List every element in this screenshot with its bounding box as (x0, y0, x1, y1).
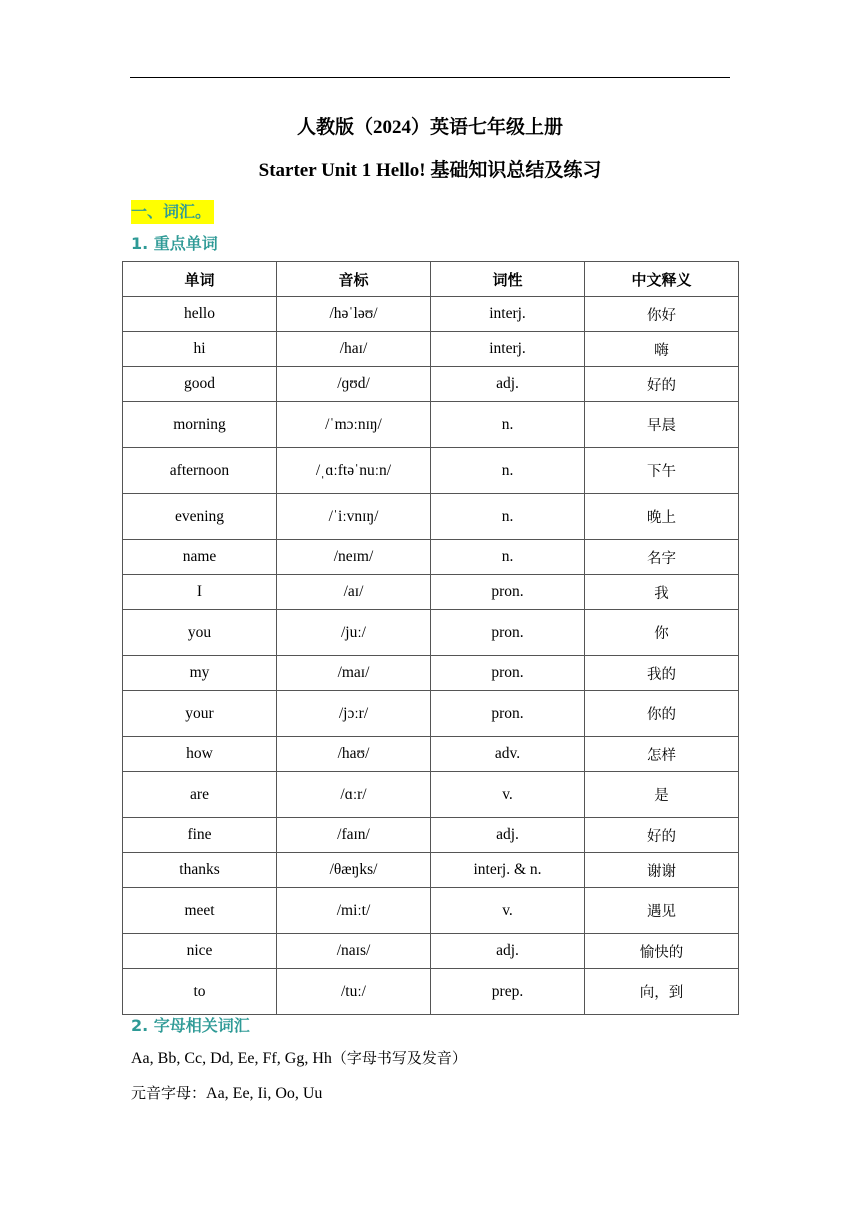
phonetic-cell: /naɪs/ (277, 934, 431, 969)
subheading-key-words: 1. 重点单词 (131, 234, 218, 253)
word-cell: to (123, 969, 277, 1015)
word-cell: nice (123, 934, 277, 969)
table-row (123, 332, 739, 367)
phonetic-cell: /θæŋks/ (277, 853, 431, 888)
meaning-cell: 你的 (585, 691, 739, 737)
pos-cell: v. (431, 772, 585, 818)
phonetic-cell: /ˌɑːftəˈnuːn/ (277, 448, 431, 494)
word-cell: fine (123, 818, 277, 853)
table-row (123, 367, 739, 402)
meaning-cell: 早晨 (585, 402, 739, 448)
header-rule (130, 77, 730, 78)
pos-cell: v. (431, 888, 585, 934)
phonetic-cell: /faɪn/ (277, 818, 431, 853)
table-row (123, 934, 739, 969)
table-row (123, 772, 739, 818)
meaning-cell: 谢谢 (585, 853, 739, 888)
pos-cell: pron. (431, 610, 585, 656)
vowels-label: 元音字母： (131, 1084, 207, 1102)
table-row (123, 297, 739, 332)
meaning-cell: 我的 (585, 656, 739, 691)
pos-cell: pron. (431, 575, 585, 610)
pos-cell: adj. (431, 818, 585, 853)
vowels-list: Aa, Ee, Ii, Oo, Uu (206, 1085, 323, 1102)
phonetic-cell: /haɪ/ (277, 332, 431, 367)
table-row (123, 575, 739, 610)
header-phonetic: 音标 (277, 262, 431, 297)
subheading-alphabet-words: 2. 字母相关词汇 (131, 1016, 250, 1035)
letters-line (131, 1048, 467, 1069)
phonetic-cell: /tuː/ (277, 969, 431, 1015)
table-row (123, 818, 739, 853)
phonetic-cell: /ˈmɔːnɪŋ/ (277, 402, 431, 448)
word-cell: my (123, 656, 277, 691)
meaning-cell: 遇见 (585, 888, 739, 934)
pos-cell: pron. (431, 691, 585, 737)
header-part-of-speech: 词性 (431, 262, 585, 297)
word-cell: good (123, 367, 277, 402)
vowels-line (131, 1083, 322, 1104)
pos-cell: adj. (431, 367, 585, 402)
phonetic-cell: /juː/ (277, 610, 431, 656)
header-chinese-meaning: 中文释义 (585, 262, 739, 297)
meaning-cell: 你 (585, 610, 739, 656)
letters-list: Aa, Bb, Cc, Dd, Ee, Ff, Gg, Hh (131, 1050, 332, 1067)
phonetic-cell: /ˈiːvnɪŋ/ (277, 494, 431, 540)
word-cell: hi (123, 332, 277, 367)
pos-cell: n. (431, 540, 585, 575)
meaning-cell: 晚上 (585, 494, 739, 540)
word-cell: name (123, 540, 277, 575)
letters-note: （字母书写及发音） (331, 1049, 467, 1067)
pos-cell: n. (431, 402, 585, 448)
table-row (123, 888, 739, 934)
meaning-cell: 你好 (585, 297, 739, 332)
pos-cell: interj. & n. (431, 853, 585, 888)
word-cell: evening (123, 494, 277, 540)
word-cell: I (123, 575, 277, 610)
meaning-cell: 名字 (585, 540, 739, 575)
phonetic-cell: /miːt/ (277, 888, 431, 934)
phonetic-cell: /jɔːr/ (277, 691, 431, 737)
table-row (123, 540, 739, 575)
table-header-row (123, 262, 739, 297)
meaning-cell: 好的 (585, 367, 739, 402)
meaning-cell: 是 (585, 772, 739, 818)
phonetic-cell: /ɑːr/ (277, 772, 431, 818)
document-title: 人教版（2024）英语七年级上册 (296, 117, 563, 138)
phonetic-cell: /aɪ/ (277, 575, 431, 610)
phonetic-cell: /maɪ/ (277, 656, 431, 691)
word-cell: afternoon (123, 448, 277, 494)
word-cell: hello (123, 297, 277, 332)
pos-cell: pron. (431, 656, 585, 691)
meaning-cell: 下午 (585, 448, 739, 494)
pos-cell: adv. (431, 737, 585, 772)
meaning-cell: 怎样 (585, 737, 739, 772)
word-cell: morning (123, 402, 277, 448)
table-row (123, 969, 739, 1015)
pos-cell: prep. (431, 969, 585, 1015)
table-row (123, 402, 739, 448)
phonetic-cell: /haʊ/ (277, 737, 431, 772)
word-cell: how (123, 737, 277, 772)
phonetic-cell: /həˈləʊ/ (277, 297, 431, 332)
table-row (123, 656, 739, 691)
pos-cell: n. (431, 448, 585, 494)
word-cell: meet (123, 888, 277, 934)
section-heading-vocabulary: 一、词汇。 (131, 200, 214, 224)
pos-cell: interj. (431, 297, 585, 332)
word-cell: you (123, 610, 277, 656)
document-subtitle: Starter Unit 1 Hello! 基础知识总结及练习 (258, 160, 602, 181)
pos-cell: interj. (431, 332, 585, 367)
meaning-cell: 愉快的 (585, 934, 739, 969)
phonetic-cell: /ɡʊd/ (277, 367, 431, 402)
meaning-cell: 我 (585, 575, 739, 610)
pos-cell: adj. (431, 934, 585, 969)
vocabulary-table (122, 261, 739, 1015)
table-row (123, 448, 739, 494)
pos-cell: n. (431, 494, 585, 540)
header-word: 单词 (123, 262, 277, 297)
table-row (123, 853, 739, 888)
meaning-cell: 向，到 (585, 969, 739, 1015)
word-cell: your (123, 691, 277, 737)
meaning-cell: 嗨 (585, 332, 739, 367)
meaning-cell: 好的 (585, 818, 739, 853)
table-row (123, 691, 739, 737)
table-row (123, 610, 739, 656)
phonetic-cell: /neɪm/ (277, 540, 431, 575)
word-cell: thanks (123, 853, 277, 888)
word-cell: are (123, 772, 277, 818)
table-row (123, 737, 739, 772)
table-row (123, 494, 739, 540)
